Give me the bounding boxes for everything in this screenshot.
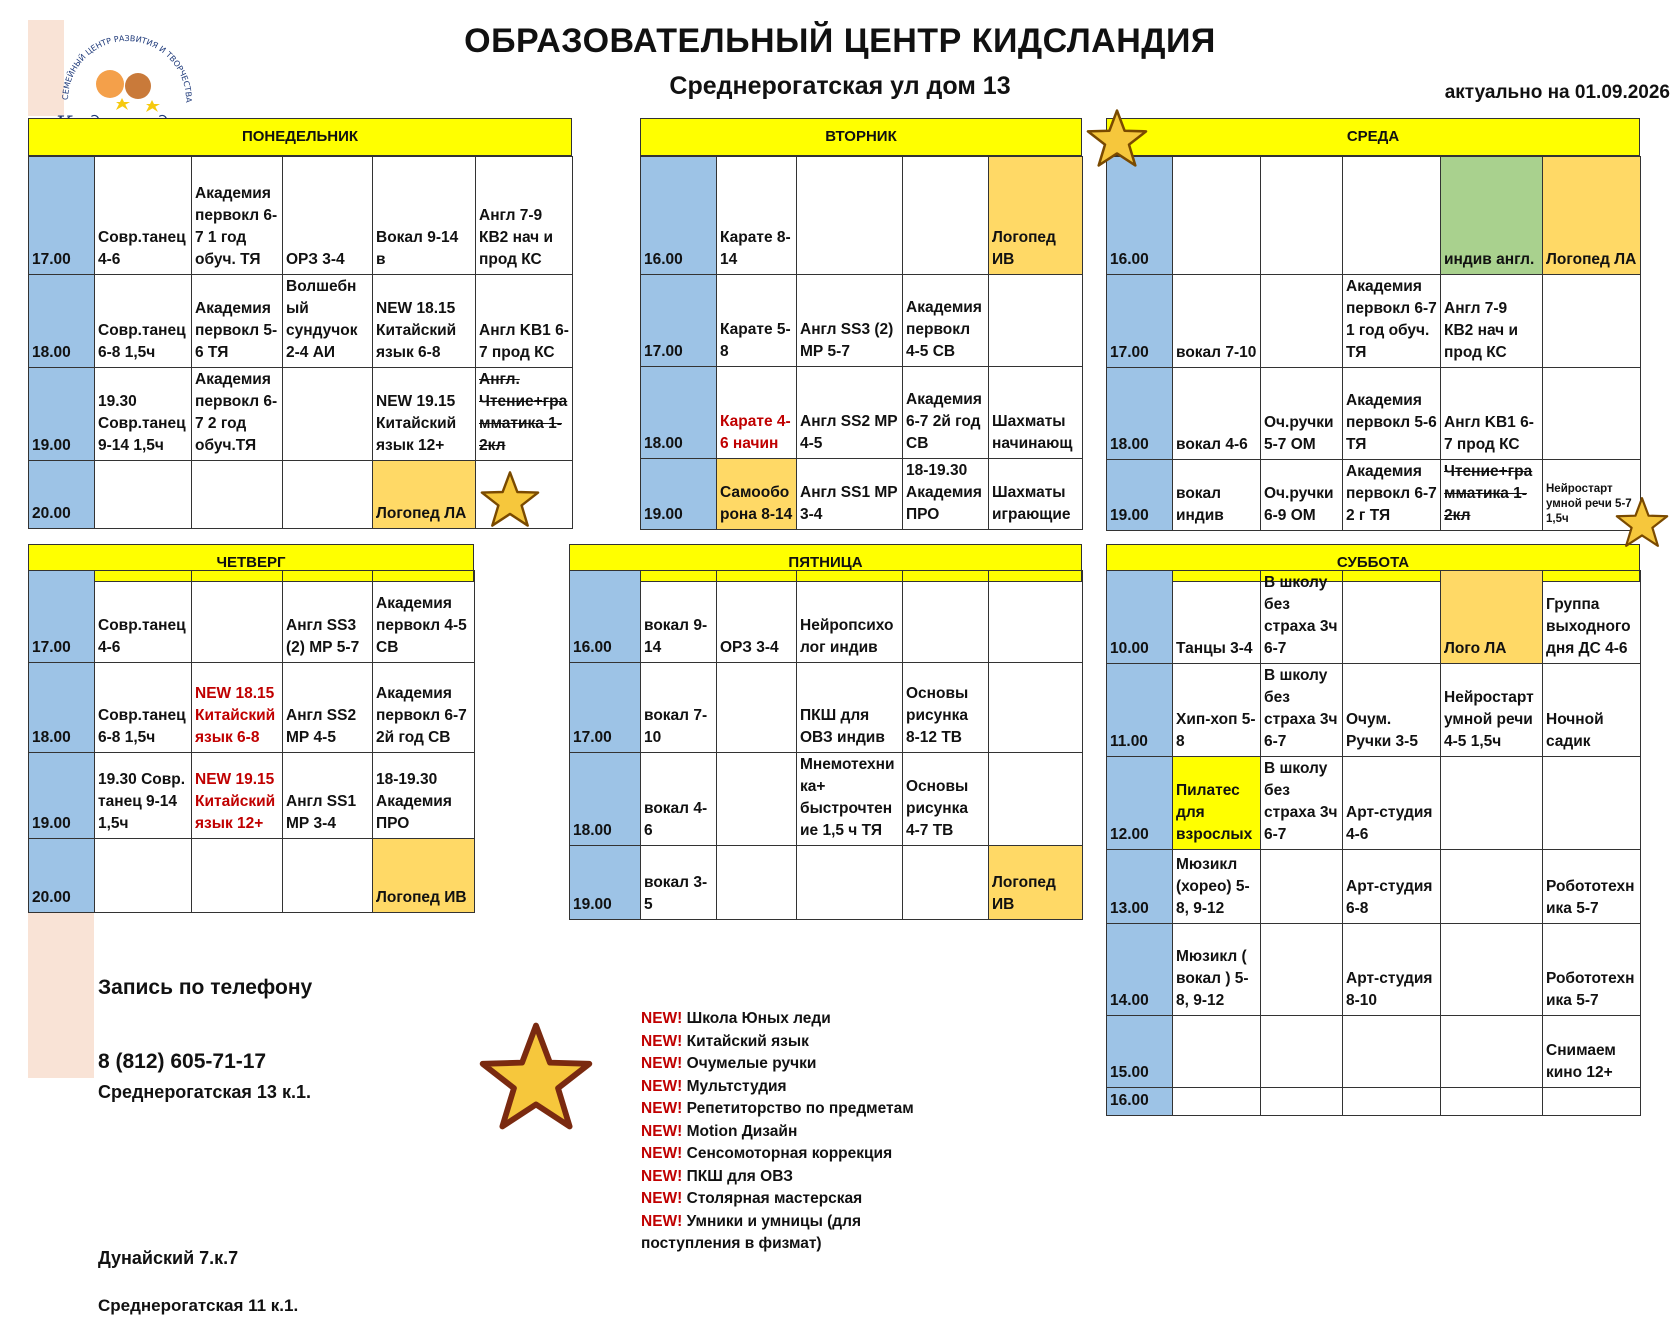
address-3: Среднерогатская 11 к.1. [98, 1296, 299, 1315]
class-cell: Академия первокл 5-6 ТЯ [192, 275, 283, 368]
class-cell: Логопед ИВ [989, 846, 1083, 920]
class-cell: Англ SS1 МР 3-4 [797, 459, 903, 530]
class-cell: Очум. Ручки 3-5 [1343, 664, 1441, 757]
time-cell: 16.00 [1107, 157, 1173, 275]
phone-number: 8 (812) 605-71-17 [98, 1050, 267, 1073]
class-cell: вокал 7-10 [641, 663, 717, 753]
page-title: ОБРАЗОВАТЕЛЬНЫЙ ЦЕНТР КИДСЛАНДИЯ [464, 22, 1216, 60]
new-badge: NEW! [641, 1032, 683, 1050]
time-cell: 20.00 [29, 461, 95, 529]
class-cell [1543, 275, 1641, 368]
new-badge: NEW! [641, 1167, 683, 1185]
class-cell: Совр.танец 6-8 1,5ч [95, 663, 192, 753]
news-item-label: Умники и умницы (для поступления в физмат) [641, 1212, 862, 1252]
class-cell-cancelled: Чтение+грамматика 1-2кл [1441, 460, 1543, 531]
class-cell: вокал индив [1173, 460, 1261, 531]
class-cell: В школу без страха 3ч 6-7 [1261, 571, 1343, 664]
class-cell [95, 839, 192, 913]
time-cell: 18.00 [570, 753, 641, 846]
class-cell [95, 461, 192, 529]
class-cell: Англ KB1 6-7 прод КС [1441, 368, 1543, 460]
class-cell: Англ SS2 МР 4-5 [283, 663, 373, 753]
class-cell: NEW 18.15 Китайский язык 6-8 [373, 275, 476, 368]
news-item-label: Мультстудия [682, 1077, 787, 1095]
time-cell: 16.00 [570, 571, 641, 663]
class-cell [797, 157, 903, 275]
class-cell [1441, 924, 1543, 1016]
class-cell [989, 275, 1083, 367]
class-cell: В школу без страха 3ч 6-7 [1261, 664, 1343, 757]
news-item-label: Китайский язык [682, 1032, 809, 1050]
new-badge: NEW! [641, 1190, 683, 1207]
class-cell: 18-19.30 Академия ПРО [903, 459, 989, 530]
class-cell: Мюзикл (хорео) 5-8, 9-12 [1173, 850, 1261, 924]
class-cell: ОРЗ 3-4 [717, 571, 797, 663]
time-cell: 17.00 [1107, 275, 1173, 368]
class-cell-new: NEW 19.15 Китайский язык 12+ [192, 753, 283, 839]
new-badge: NEW! [641, 1100, 683, 1117]
class-cell [1173, 1088, 1261, 1116]
class-cell: 19.30 Совр.танец 9-14 1,5ч [95, 368, 192, 461]
new-badge: NEW! [641, 1212, 683, 1230]
time-cell: 18.00 [1107, 368, 1173, 460]
class-cell: Академия первокл 4-5 СВ [903, 275, 989, 367]
time-cell: 17.00 [641, 275, 717, 367]
news-item-label: Столярная мастерская [682, 1190, 863, 1207]
time-cell: 16.00 [641, 157, 717, 275]
call-label: Запись по телефону [98, 976, 313, 999]
class-cell [1441, 1088, 1543, 1116]
class-cell: Шахматы начинающ [989, 367, 1083, 459]
class-cell: Логопед ИВ [989, 157, 1083, 275]
class-cell: Нейропсихолог индив [797, 571, 903, 663]
class-cell [1261, 924, 1343, 1016]
time-cell: 19.00 [641, 459, 717, 530]
day-header-saturday: СУББОТА [1106, 544, 1640, 582]
class-cell: Основы рисунка 8-12 ТВ [903, 663, 989, 753]
time-cell: 14.00 [1107, 924, 1173, 1016]
time-cell: 17.00 [570, 663, 641, 753]
class-cell [903, 846, 989, 920]
time-cell: 11.00 [1107, 664, 1173, 757]
class-cell [192, 571, 283, 663]
news-item [641, 1211, 941, 1256]
class-cell: Пилатес для взрослых [1173, 757, 1261, 850]
time-cell: 19.00 [29, 368, 95, 461]
class-cell: Англ SS3 (2) МР 5-7 [283, 571, 373, 663]
day-header-thursday: ЧЕТВЕРГ [28, 544, 474, 582]
class-cell [1173, 1016, 1261, 1088]
time-cell: 10.00 [1107, 571, 1173, 664]
schedule-wednesday [1106, 156, 1641, 531]
class-cell [1343, 1088, 1441, 1116]
class-cell [1261, 1016, 1343, 1088]
class-cell: Карате 8-14 [717, 157, 797, 275]
star-icon [1614, 496, 1670, 548]
day-header-wednesday: СРЕДА [1106, 118, 1640, 156]
class-cell: Англ 7-9 КВ2 нач и прод КС [1441, 275, 1543, 368]
class-cell: Академия первокл 6-7 1 год обуч. ТЯ [1343, 275, 1441, 368]
schedule-thursday [28, 570, 475, 913]
class-cell: 18-19.30 Академия ПРО [373, 753, 475, 839]
news-item-label: ПКШ для ОВЗ [682, 1167, 793, 1185]
class-cell: вокал 4-6 [1173, 368, 1261, 460]
class-cell [989, 571, 1083, 663]
schedule-tuesday [640, 156, 1083, 530]
time-cell: 17.00 [29, 157, 95, 275]
class-cell: Робототехника 5-7 [1543, 850, 1641, 924]
class-cell: Арт-студия 6-8 [1343, 850, 1441, 924]
class-cell: вокал 3-5 [641, 846, 717, 920]
news-item [641, 1076, 941, 1099]
time-cell: 18.00 [29, 275, 95, 368]
class-cell-new: NEW 18.15 Китайский язык 6-8 [192, 663, 283, 753]
class-cell: Совр.танец 4-6 [95, 571, 192, 663]
class-cell: Нейростарт умной речи 4-5 1,5ч [1441, 664, 1543, 757]
class-cell [717, 663, 797, 753]
time-cell: 17.00 [29, 571, 95, 663]
class-cell [797, 846, 903, 920]
time-cell: 18.00 [29, 663, 95, 753]
class-cell: Нейростарт умной речи 5-7 1,5ч [1543, 460, 1641, 531]
class-cell [1173, 157, 1261, 275]
star-icon [1082, 108, 1152, 168]
class-cell: Самооборона 8-14 [717, 459, 797, 530]
class-cell: индив англ. [1441, 157, 1543, 275]
news-item [641, 1121, 941, 1144]
new-badge: NEW! [641, 1122, 683, 1140]
actual-date: актуально на 01.09.2026 [1444, 82, 1670, 103]
class-cell [1441, 757, 1543, 850]
news-item [641, 1166, 941, 1189]
class-cell [1261, 157, 1343, 275]
class-cell: Оч.ручки 6-9 ОМ [1261, 460, 1343, 531]
class-cell: Англ SS2 МР 4-5 [797, 367, 903, 459]
class-cell [1543, 1088, 1641, 1116]
schedule-friday [569, 570, 1083, 920]
class-cell: 19.30 Совр. танец 9-14 1,5ч [95, 753, 192, 839]
class-cell: Академия первокл 6-7 1 год обуч. ТЯ [192, 157, 283, 275]
news-item-label: Репетиторство по предметам [682, 1100, 914, 1117]
news-item-label: Motion Дизайн [682, 1122, 798, 1140]
news-item [641, 1008, 941, 1031]
class-cell: Снимаем кино 12+ [1543, 1016, 1641, 1088]
svg-text:СЕМЕЙНЫЙ ЦЕНТР РАЗВИТИЯ И ТВОР: СЕМЕЙНЫЙ ЦЕНТР РАЗВИТИЯ И ТВОРЧЕСТВА [60, 33, 194, 103]
class-cell [1343, 157, 1441, 275]
new-badge: NEW! [641, 1077, 683, 1095]
class-cell [1441, 850, 1543, 924]
class-cell: В школу без страха 3ч 6-7 [1261, 757, 1343, 850]
news-item [641, 1053, 941, 1076]
class-cell: Карате 5-8 [717, 275, 797, 367]
time-cell: 18.00 [641, 367, 717, 459]
class-cell [1441, 1016, 1543, 1088]
class-cell: Арт-студия 8-10 [1343, 924, 1441, 1016]
class-cell [1343, 571, 1441, 664]
class-cell [903, 157, 989, 275]
class-cell [1261, 1088, 1343, 1116]
class-cell [1261, 850, 1343, 924]
news-item [641, 1143, 941, 1166]
schedule-saturday [1106, 570, 1641, 1116]
class-cell: Академия первокл 6-7 2й год СВ [373, 663, 475, 753]
class-cell: Оч.ручки 5-7 ОМ [1261, 368, 1343, 460]
class-cell: Логопед ЛА [1543, 157, 1641, 275]
news-item [641, 1188, 941, 1211]
time-cell: 20.00 [29, 839, 95, 913]
class-cell: Ночной садик [1543, 664, 1641, 757]
class-cell [1543, 757, 1641, 850]
news-item [641, 1098, 941, 1121]
class-cell: Шахматы играющие [989, 459, 1083, 530]
time-cell: 13.00 [1107, 850, 1173, 924]
time-cell: 16.00 [1107, 1088, 1173, 1116]
class-cell: Совр.танец 4-6 [95, 157, 192, 275]
class-cell [717, 846, 797, 920]
class-cell: Мнемотехника+ быстрочтение 1,5 ч ТЯ [797, 753, 903, 846]
star-icon [478, 1016, 594, 1136]
news-item-label: Сенсомоторная коррекция [682, 1145, 893, 1162]
class-cell [903, 571, 989, 663]
class-cell: Группа выходного дня ДС 4-6 [1543, 571, 1641, 664]
class-cell: Основы рисунка 4-7 ТВ [903, 753, 989, 846]
time-cell: 19.00 [570, 846, 641, 920]
class-cell: Танцы 3-4 [1173, 571, 1261, 664]
class-cell: Совр.танец 6-8 1,5ч [95, 275, 192, 368]
class-cell: Волшебный сундучок 2-4 АИ [283, 275, 373, 368]
class-cell-cancelled: Англ. Чтение+грамматика 1-2кл [476, 368, 573, 461]
star-icon [478, 470, 542, 528]
day-header-monday: ПОНЕДЕЛЬНИК [28, 118, 572, 156]
class-cell: Хип-хоп 5-8 [1173, 664, 1261, 757]
class-cell [192, 839, 283, 913]
news-item [641, 1031, 941, 1054]
class-cell: Мюзикл ( вокал ) 5-8, 9-12 [1173, 924, 1261, 1016]
class-cell: Логопед ИВ [373, 839, 475, 913]
day-header-tuesday: ВТОРНИК [640, 118, 1082, 156]
class-cell: Англ SS3 (2) МР 5-7 [797, 275, 903, 367]
class-cell [1543, 368, 1641, 460]
news-item-label: Школа Юных леди [682, 1010, 831, 1027]
class-cell [192, 461, 283, 529]
class-cell: Карате 4-6 начин [717, 367, 797, 459]
time-cell: 12.00 [1107, 757, 1173, 850]
class-cell [283, 368, 373, 461]
class-cell: Логопед ЛА [373, 461, 476, 529]
class-cell: Арт-студия 4-6 [1343, 757, 1441, 850]
new-badge: NEW! [641, 1145, 683, 1162]
time-cell: 19.00 [29, 753, 95, 839]
class-cell: вокал 9-14 [641, 571, 717, 663]
class-cell: вокал 7-10 [1173, 275, 1261, 368]
class-cell [717, 753, 797, 846]
class-cell: Вокал 9-14 в [373, 157, 476, 275]
news-item-label: Очумелые ручки [682, 1055, 817, 1072]
class-cell [1343, 1016, 1441, 1088]
peach-strip-bottom [28, 912, 94, 1078]
time-cell: 19.00 [1107, 460, 1173, 531]
new-badge: NEW! [641, 1010, 683, 1027]
class-cell [1261, 275, 1343, 368]
class-cell: Лого ЛА [1441, 571, 1543, 664]
class-cell: NEW 19.15 Китайский язык 12+ [373, 368, 476, 461]
class-cell: Англ SS1 МР 3-4 [283, 753, 373, 839]
page-subtitle: Среднерогатская ул дом 13 [669, 72, 1011, 100]
class-cell: Академия первокл 4-5 СВ [373, 571, 475, 663]
class-cell [283, 839, 373, 913]
class-cell: Академия первокл 5-6 ТЯ [1343, 368, 1441, 460]
class-cell: вокал 4-6 [641, 753, 717, 846]
class-cell [283, 461, 373, 529]
class-cell [989, 753, 1083, 846]
day-header-friday: ПЯТНИЦА [569, 544, 1082, 582]
time-cell: 15.00 [1107, 1016, 1173, 1088]
class-cell: Робототехника 5-7 [1543, 924, 1641, 1016]
class-cell: Академия 6-7 2й год СВ [903, 367, 989, 459]
new-badge: NEW! [641, 1055, 683, 1072]
class-cell: Академия первокл 6-7 2 г ТЯ [1343, 460, 1441, 531]
address-2: Дунайский 7.к.7 [98, 1248, 239, 1268]
class-cell: ПКШ для ОВЗ индив [797, 663, 903, 753]
news-list [641, 1008, 941, 1256]
class-cell: Англ KB1 6-7 прод КС [476, 275, 573, 368]
class-cell [989, 663, 1083, 753]
address-1: Среднерогатская 13 к.1. [98, 1082, 311, 1102]
class-cell: Академия первокл 6-7 2 год обуч.ТЯ [192, 368, 283, 461]
class-cell: Англ 7-9 КВ2 нач и прод КС [476, 157, 573, 275]
class-cell: ОРЗ 3-4 [283, 157, 373, 275]
